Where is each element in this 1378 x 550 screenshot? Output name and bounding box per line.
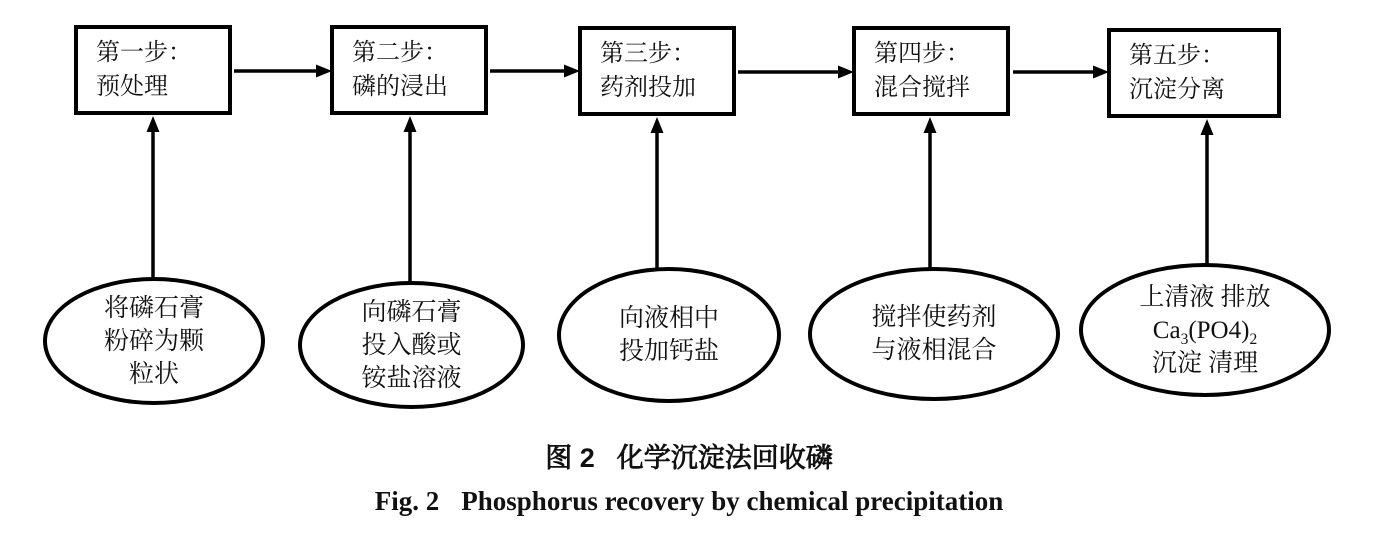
arrow-step3-to-step4 (738, 66, 854, 79)
formula-base-1: Ca (1152, 316, 1181, 344)
step-3-line-2: 药剂投加 (600, 75, 696, 101)
formula-subscript-1: 3 (1180, 330, 1189, 348)
note-ellipse-3 (557, 267, 781, 403)
step-box-4 (852, 26, 1010, 116)
note-1-line-3: 粒状 (128, 360, 179, 388)
note-4-line-2: 与液相混合 (871, 337, 997, 364)
caption-chinese (0, 436, 1378, 475)
note-2-line-3: 铵盐溶液 (361, 364, 462, 392)
formula-subscript-2: 2 (1249, 330, 1258, 348)
arrow-note2-to-step2 (404, 116, 417, 284)
note-2-line-1: 向磷石膏 (361, 298, 462, 326)
arrow-step1-to-step2 (234, 65, 332, 78)
step-4-line-1: 第四步： (874, 41, 970, 67)
step-2-line-2: 磷的浸出 (352, 74, 448, 100)
step-2-line-1: 第二步： (352, 40, 448, 66)
step-1-line-1: 第一步： (96, 40, 192, 66)
arrow-note3-to-step3 (651, 117, 664, 269)
arrow-note5-to-step5 (1201, 119, 1214, 266)
caption-english-text: Phosphorus recovery by chemical precipitation (461, 486, 1004, 516)
step-4-line-2: 混合搅拌 (874, 75, 970, 101)
note-5-line-3: 沉淀 清理 (1151, 349, 1259, 377)
note-3-line-2: 投加钙盐 (618, 338, 719, 365)
caption-chinese-label: 图 2 (545, 443, 595, 473)
caption-english-label: Fig. 2 (374, 486, 440, 516)
note-3-line-1: 向液相中 (618, 305, 719, 332)
arrow-step2-to-step3 (490, 65, 580, 78)
note-1-line-2: 粉碎为颗 (103, 327, 204, 355)
caption-chinese-text: 化学沉淀法回收磷 (616, 443, 833, 473)
note-2-line-2: 投入酸或 (361, 331, 462, 359)
step-5-line-2: 沉淀分离 (1129, 77, 1225, 103)
chemical-formula (1153, 314, 1257, 347)
step-box-5 (1107, 28, 1281, 118)
caption-english (0, 486, 1378, 517)
step-5-line-1: 第五步： (1129, 43, 1225, 69)
step-box-3 (578, 26, 736, 116)
step-3-line-1: 第三步： (600, 41, 696, 67)
note-ellipse-4 (808, 267, 1060, 401)
arrow-step4-to-step5 (1013, 66, 1109, 79)
note-4-line-1: 搅拌使药剂 (871, 304, 997, 331)
note-1-line-1: 将磷石膏 (103, 294, 204, 322)
formula-base-2: (PO4) (1188, 316, 1250, 344)
arrow-note4-to-step4 (924, 117, 937, 269)
arrow-note1-to-step1 (147, 116, 160, 279)
step-1-line-2: 预处理 (96, 74, 168, 100)
note-5-line-1: 上清液 排放 (1139, 283, 1271, 311)
note-ellipse-5 (1079, 263, 1331, 397)
note-ellipse-1 (43, 277, 265, 405)
step-box-1 (74, 25, 232, 115)
note-ellipse-2 (298, 281, 525, 409)
step-box-2 (330, 25, 488, 115)
